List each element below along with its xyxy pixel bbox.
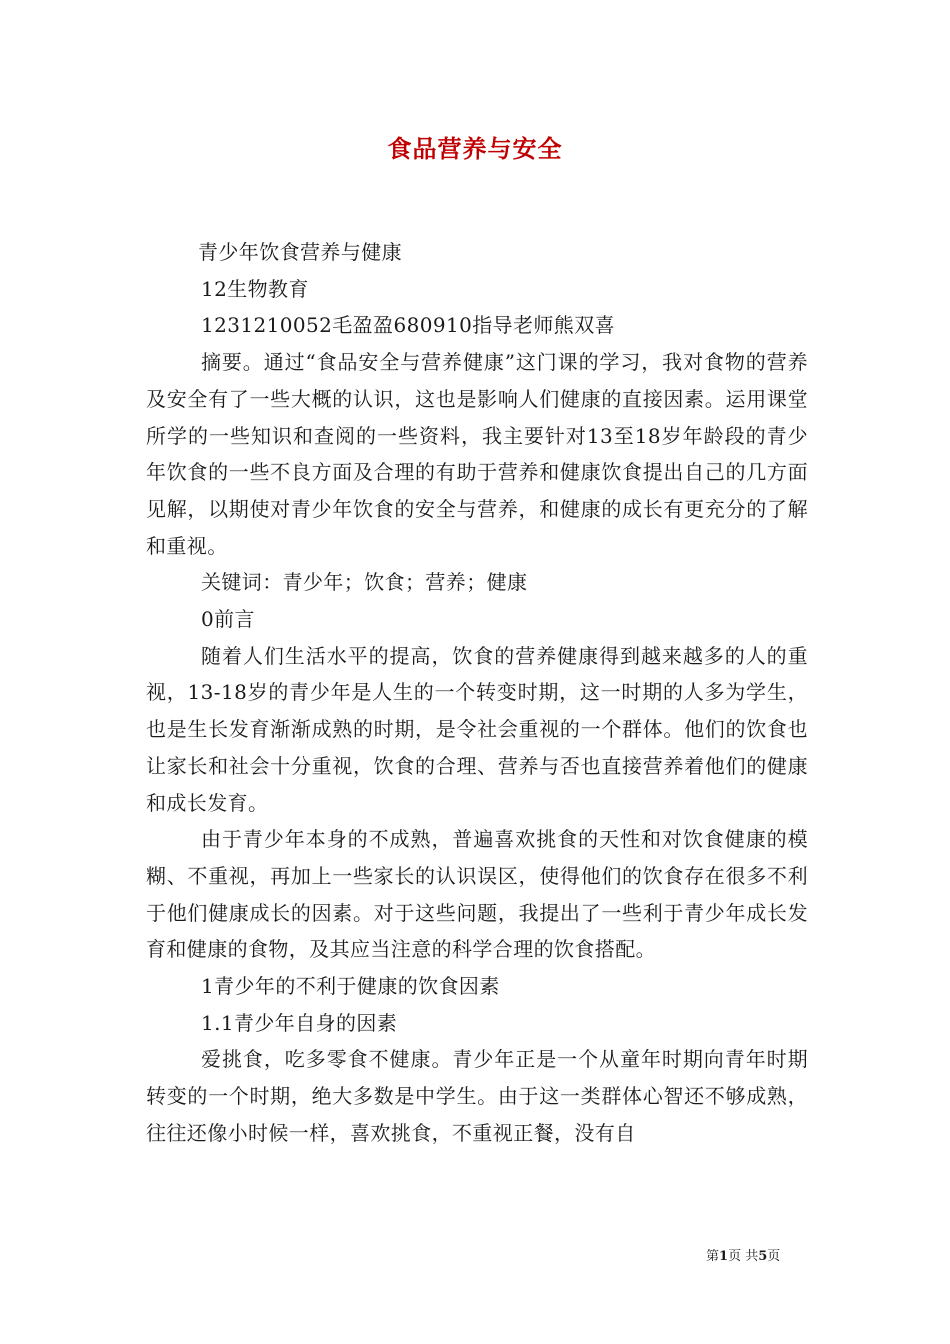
body-paragraph: 由于青少年本身的不成熟，普遍喜欢挑食的天性和对饮食健康的模糊、不重视，再加上一些家长的认识误区，使得他们的饮食存在很多不利于他们健康成长的因素。对于这些问题，我提出了一些利于青少年成长发育和健康的食物，及其应当注意的科学合理的饮食搭配。 bbox=[146, 827, 808, 962]
document-body bbox=[146, 234, 808, 1152]
subsection-heading: 1.1青少年自身的因素 bbox=[201, 1010, 398, 1035]
footer-total-pages: 5 bbox=[758, 1249, 768, 1264]
footer-current-page: 1 bbox=[719, 1249, 729, 1264]
page-footer bbox=[706, 1248, 780, 1266]
footer-middle: 页 共 bbox=[728, 1249, 759, 1264]
author-paragraph: 1231210052毛盈盈680910指导老师熊双喜 bbox=[201, 313, 615, 338]
document-title: 食品营养与安全 bbox=[387, 134, 563, 163]
body-paragraph: 爱挑食，吃多零食不健康。青少年正是一个从童年时期向青年时期转变的一个时期，绝大多数是中学生。由于这一类群体心智还不够成熟，往往还像小时候一样，喜欢挑食，不重视正餐，没有自 bbox=[146, 1047, 808, 1145]
keywords-paragraph: 关键词：青少年；饮食；营养；健康 bbox=[201, 570, 528, 595]
subtitle-paragraph: 青少年饮食营养与健康 bbox=[198, 240, 402, 264]
body-paragraph: 随着人们生活水平的提高，饮食的营养健康得到越来越多的人的重视，13-18岁的青少年是人生的一个转变时期，这一时期的人多为学生，也是生长发育渐渐成熟的时期，是令社会重视的一个群体。他们的饮食也让家长和社会十分重视，饮食的合理、营养与否也直接营养着他们的健康和成长发育。 bbox=[146, 643, 808, 815]
section-heading: 0前言 bbox=[201, 607, 255, 632]
abstract-paragraph: 摘要。通过“食品安全与营养健康”这门课的学习，我对食物的营养及安全有了一些大概的认识，这也是影响人们健康的直接因素。运用课堂所学的一些知识和查阅的一些资料，我主要针对13至18岁年龄段的青少年饮食的一些不良方面及合理的有助于营养和健康饮食提出自己的几方面见解，以期使对青少年饮食的安全与营养，和健康的成长有更充分的了解和重视。 bbox=[146, 350, 808, 558]
footer-prefix: 第 bbox=[706, 1249, 720, 1264]
footer-suffix: 页 bbox=[767, 1249, 781, 1264]
class-paragraph: 12生物教育 bbox=[201, 276, 309, 301]
section-heading: 1青少年的不利于健康的饮食因素 bbox=[201, 974, 500, 999]
